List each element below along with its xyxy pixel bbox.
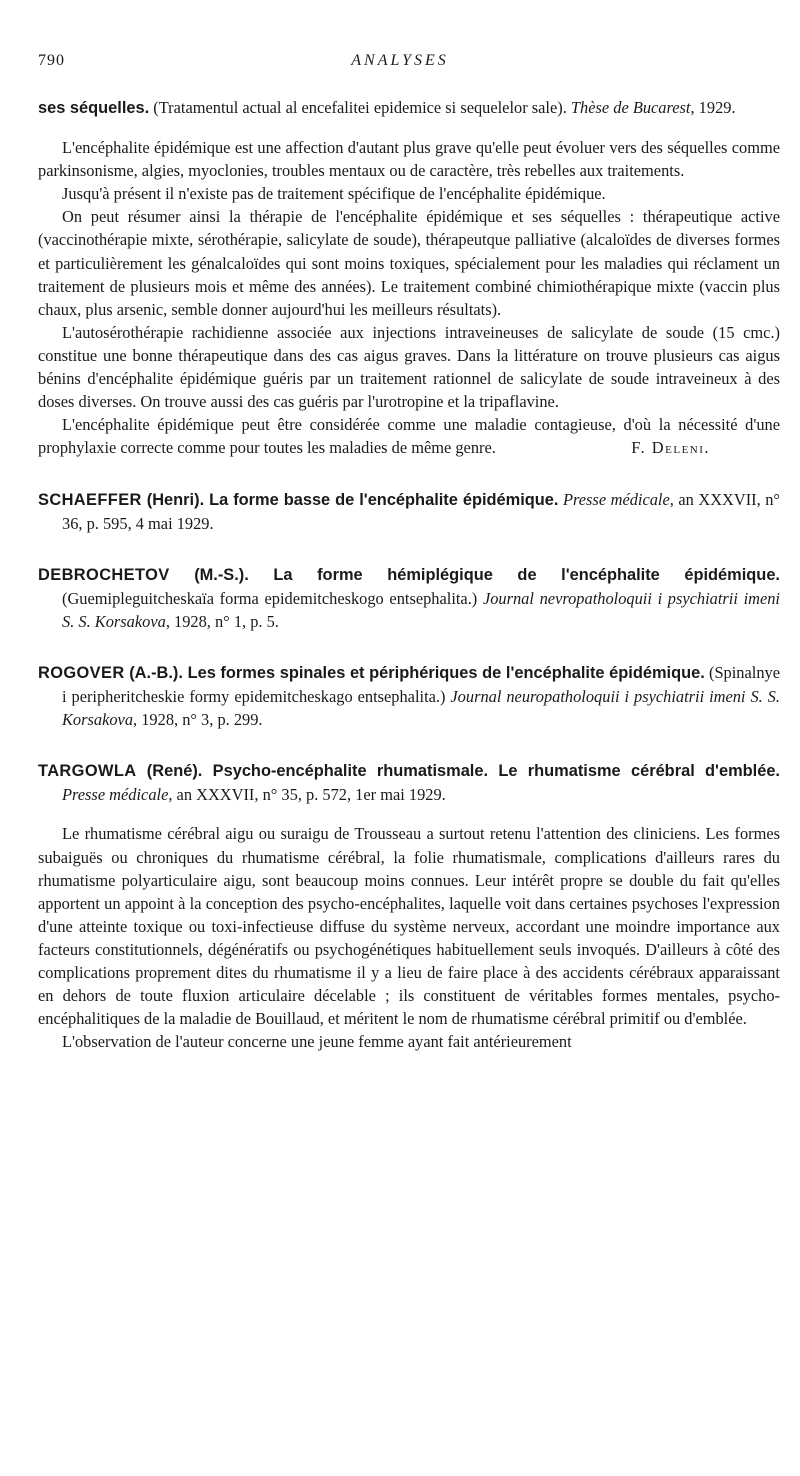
entry-1-paragraph: L'encéphalite épidémique est une affection d'autant plus grave qu'elle peut évoluer vers des séquelles comme parkinsonisme, algies, myoclonies, troubles mentaux ou de caractère, très rebelles aux traitements. bbox=[38, 138, 780, 181]
entry-3-author-first: (M.-S.). bbox=[169, 565, 249, 584]
entry-2-journal: Presse médicale bbox=[563, 489, 670, 509]
entry-4-author: ROGOVER bbox=[38, 663, 125, 682]
entry-5-paragraph: L'observation de l'auteur concerne une jeune femme ayant fait antérieurement bbox=[62, 1032, 572, 1052]
entry-5-title: Psycho-encéphalite rhumatismale. Le rhumatisme cérébral d'emblée. bbox=[202, 762, 780, 781]
entry-1-paragraph: L'encéphalite épidémique peut être considérée comme une maladie contagieuse, d'où la nécessité d'une prophylaxie correcte comme pour toutes les maladies de même genre. bbox=[38, 415, 780, 458]
entry-5-author: TARGOWLA bbox=[38, 762, 137, 781]
entry-1-paragraph: On peut résumer ainsi la thérapie de l'encéphalite épidémique et ses séquelles : thérapeutique active (vaccinothérapie mixte, sérothérapie, salicylate de soude), thérapeutque palliative (alcaloïdes de diverses formes et particulièrement les génalcaloïdes qui sont moins toxiques, spécialement pour les maladies qui réclament un traitement de plusieurs mois et même des années). Le traitement combiné chimiothérapique mixte (vaccin plus chaux, plus arsenic, semble donner aujourd'hui les meilleurs résultats). bbox=[38, 207, 780, 319]
article-body bbox=[38, 96, 780, 1053]
entry-2-title: La forme basse de l'encéphalite épidémique. bbox=[204, 490, 559, 509]
entry-1-heading bbox=[38, 96, 780, 120]
entry-3-translation: (Guemipleguitcheskaïa forma epidemitcheskogo entsephalita.) bbox=[62, 588, 478, 608]
entry-5-paragraph: Le rhumatisme cérébral aigu ou suraigu de Trousseau a surtout retenu l'attention des cliniciens. Les formes subaiguës ou chroniques du rhumatisme cérébral, la folie rhumatismale, complications d'ailleurs rares du rhumatisme polyarticulaire aigu, sont beaucoup moins connues. Leur intérêt propre se double du fait qu'elles apportent un appoint à la conception des psycho-encéphalites, laquelle voit dans certaines psychoses l'expression d'une atteinte toxique ou toxi-infectieuse diffuse du système nerveux, accordant une moindre importance aux facteurs constitutionnels, dégénératifs ou psychogénétiques habituellement seuls invoqués. D'ailleurs à côté des complications proprement dites du rhumatisme il y a lieu de faire place à des accidents cérébraux apparaissant en dehors de toute fluxion articulaire décelable ; ils constituent de véritables formes mentales, psycho-encéphalitiques de la maladie de Bouillaud, et méritent le nom de rhumatisme cérébral primitif ou d'emblée. bbox=[38, 824, 780, 1029]
entry-4-journal: Journal neuropatholoquii i psychiatrii imeni S. S. Korsakova bbox=[62, 687, 780, 730]
entry-3-title: La forme hémiplégique de l'encéphalite épidémique. bbox=[248, 565, 780, 584]
entry-3-heading bbox=[38, 563, 780, 633]
entry-1-paragraph: Jusqu'à présent il n'existe pas de traitement spécifique de l'encéphalite épidémique. bbox=[62, 184, 606, 204]
entry-1-source: Thèse de Bucarest bbox=[570, 98, 691, 117]
entry-3-journal: Journal nevropatholoquii i psychiatrii imeni S. S. Korsakova bbox=[62, 588, 780, 631]
entry-2-heading bbox=[38, 488, 780, 535]
entry-1-title-rest: (Tratamentul actual al encefalitei epidemice si sequelelor sale). bbox=[149, 98, 567, 117]
page-number: 790 bbox=[38, 52, 65, 69]
entry-4-title: Les formes spinales et périphériques de l'encéphalite épidémique. bbox=[182, 663, 705, 682]
section-title: ANALYSES bbox=[351, 52, 449, 69]
entry-4-translation: (Spinalnye i peripheritcheskie formy epidemitcheskago entsephalita.) bbox=[62, 662, 780, 707]
entry-2-citation: , an XXXVII, n° 36, p. 595, 4 mai 1929. bbox=[62, 489, 780, 533]
entry-5-author-first: (René). bbox=[136, 762, 203, 781]
entry-1-source-rest: , 1929. bbox=[690, 98, 736, 117]
entry-5-citation: , an XXXVII, n° 35, p. 572, 1er mai 1929. bbox=[168, 785, 446, 805]
entry-3-citation: , 1928, n° 1, p. 5. bbox=[165, 611, 279, 631]
entry-4-author-first: (A.-B.). bbox=[124, 663, 183, 682]
running-head bbox=[0, 52, 800, 72]
entry-4-citation: , 1928, n° 3, p. 299. bbox=[133, 710, 263, 730]
entry-1-signature: F. Deleni. bbox=[631, 438, 710, 458]
entry-3-author: DEBROCHETOV bbox=[38, 565, 170, 584]
entry-2-author-first: (Henri). bbox=[141, 490, 205, 509]
entry-4-heading bbox=[38, 661, 780, 731]
entry-1-paragraph: L'autosérothérapie rachidienne associée aux injections intraveineuses de salicylate de soude (15 cmc.) constitue une bonne thérapeutique dans des cas aigus graves. Dans la littérature on trouve plusieurs cas aigus bénins d'encéphalite épidémique guéris par un traitement rationnel de salicylate de soude intraveineux à des doses diverses. On trouve aussi des cas guéris par l'urotropine et la tripaflavine. bbox=[38, 322, 780, 412]
entry-2-author: SCHAEFFER bbox=[38, 490, 142, 509]
entry-5-journal: Presse médicale bbox=[62, 785, 169, 805]
entry-5-heading bbox=[38, 759, 780, 806]
entry-1-title-bold: ses séquelles. bbox=[38, 99, 150, 117]
